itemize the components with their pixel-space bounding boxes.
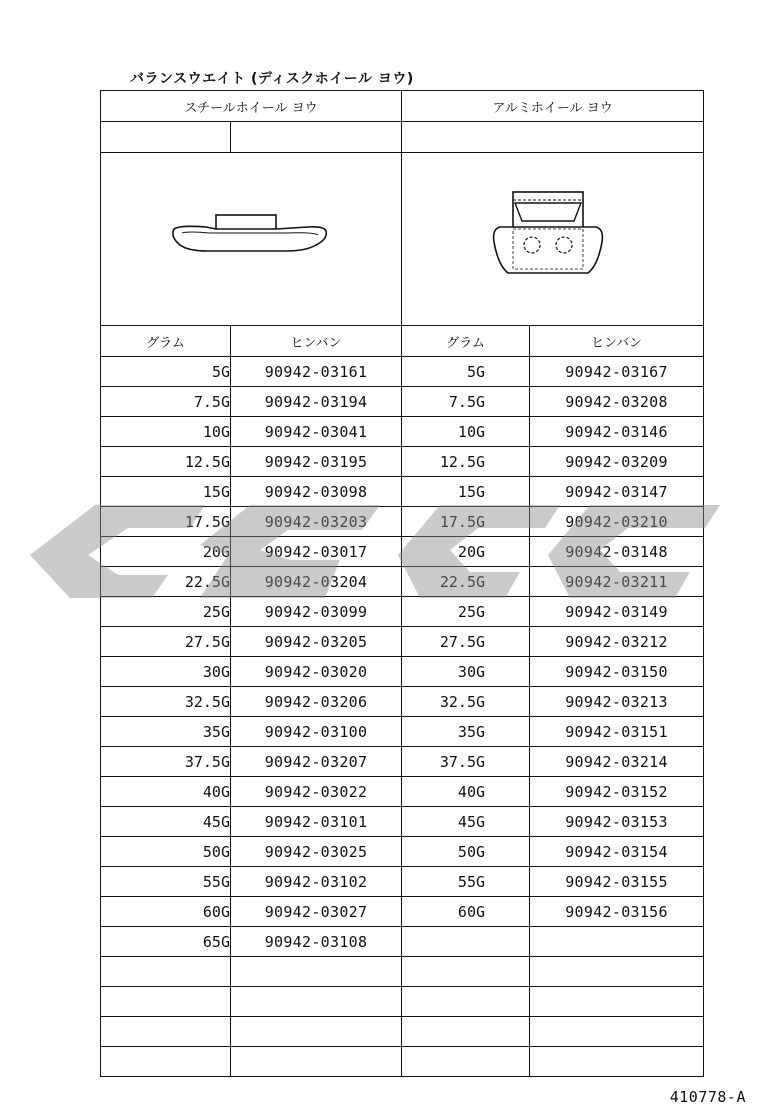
steel-part-number-cell: 90942-03204 bbox=[231, 567, 402, 597]
alu-part-number-cell: 90942-03150 bbox=[530, 657, 704, 687]
table-row bbox=[101, 657, 704, 687]
alu-weight-cell: 10G bbox=[402, 417, 530, 447]
alu-part-number-cell: 90942-03149 bbox=[530, 597, 704, 627]
empty-cell bbox=[530, 957, 704, 987]
alu-weight-cell: 20G bbox=[402, 537, 530, 567]
alu-weight-cell: 45G bbox=[402, 807, 530, 837]
alu-part-number-cell: 90942-03167 bbox=[530, 357, 704, 387]
alu-weight-cell: 60G bbox=[402, 897, 530, 927]
table-row bbox=[101, 777, 704, 807]
table-row bbox=[101, 417, 704, 447]
steel-part-number-cell: 90942-03025 bbox=[231, 837, 402, 867]
empty-cell bbox=[530, 1047, 704, 1077]
steel-weight-cell: 7.5G bbox=[101, 387, 231, 417]
alu-weight-cell: 30G bbox=[402, 657, 530, 687]
alu-part-number-cell: 90942-03214 bbox=[530, 747, 704, 777]
balance-weight-table bbox=[100, 90, 704, 1077]
empty-cell bbox=[231, 1017, 402, 1047]
blank-cell bbox=[402, 122, 704, 153]
alu-weight-cell: 17.5G bbox=[402, 507, 530, 537]
table-row bbox=[101, 507, 704, 537]
steel-wheel-header: スチールホイール ヨウ bbox=[101, 91, 402, 122]
alu-part-column-header: ヒンバン bbox=[530, 326, 704, 357]
empty-cell bbox=[530, 1017, 704, 1047]
steel-part-number-cell: 90942-03207 bbox=[231, 747, 402, 777]
alu-weight-cell bbox=[402, 927, 530, 957]
steel-part-number-cell: 90942-03194 bbox=[231, 387, 402, 417]
steel-part-number-cell: 90942-03203 bbox=[231, 507, 402, 537]
steel-weight-cell: 30G bbox=[101, 657, 231, 687]
table-row bbox=[101, 387, 704, 417]
steel-weight-cell: 40G bbox=[101, 777, 231, 807]
alu-part-number-cell: 90942-03152 bbox=[530, 777, 704, 807]
steel-part-number-cell: 90942-03017 bbox=[231, 537, 402, 567]
blank-cell bbox=[101, 122, 231, 153]
alu-weight-cell: 7.5G bbox=[402, 387, 530, 417]
empty-row bbox=[101, 987, 704, 1017]
alu-weight-cell: 27.5G bbox=[402, 627, 530, 657]
steel-weight-cell: 15G bbox=[101, 477, 231, 507]
alu-part-number-cell: 90942-03210 bbox=[530, 507, 704, 537]
steel-weight-cell: 37.5G bbox=[101, 747, 231, 777]
table-row bbox=[101, 897, 704, 927]
steel-part-number-cell: 90942-03099 bbox=[231, 597, 402, 627]
alu-part-number-cell: 90942-03146 bbox=[530, 417, 704, 447]
alu-weight-illustration bbox=[488, 187, 618, 287]
alu-part-number-cell: 90942-03211 bbox=[530, 567, 704, 597]
alu-weight-cell: 32.5G bbox=[402, 687, 530, 717]
steel-part-number-cell: 90942-03195 bbox=[231, 447, 402, 477]
alu-weight-cell: 35G bbox=[402, 717, 530, 747]
table-row bbox=[101, 927, 704, 957]
steel-part-number-cell: 90942-03098 bbox=[231, 477, 402, 507]
steel-part-number-cell: 90942-03022 bbox=[231, 777, 402, 807]
alu-part-number-cell: 90942-03148 bbox=[530, 537, 704, 567]
steel-gram-column-header: グラム bbox=[101, 326, 231, 357]
steel-part-number-cell: 90942-03101 bbox=[231, 807, 402, 837]
alu-weight-cell: 22.5G bbox=[402, 567, 530, 597]
steel-weight-cell: 20G bbox=[101, 537, 231, 567]
page-title: バランスウエイト (ディスクホイール ヨウ) bbox=[130, 71, 414, 87]
alu-weight-cell: 50G bbox=[402, 837, 530, 867]
empty-cell bbox=[231, 957, 402, 987]
table-row bbox=[101, 357, 704, 387]
alu-part-number-cell: 90942-03154 bbox=[530, 837, 704, 867]
empty-cell bbox=[231, 1047, 402, 1077]
empty-row bbox=[101, 957, 704, 987]
empty-cell bbox=[402, 957, 530, 987]
table-row bbox=[101, 867, 704, 897]
table-row bbox=[101, 567, 704, 597]
alu-weight-cell: 37.5G bbox=[402, 747, 530, 777]
alu-part-number-cell: 90942-03153 bbox=[530, 807, 704, 837]
empty-row bbox=[101, 1017, 704, 1047]
empty-cell bbox=[101, 957, 231, 987]
steel-weight-cell: 10G bbox=[101, 417, 231, 447]
table-row bbox=[101, 807, 704, 837]
table-row bbox=[101, 477, 704, 507]
steel-weight-cell: 45G bbox=[101, 807, 231, 837]
steel-weight-cell: 65G bbox=[101, 927, 231, 957]
table-row bbox=[101, 717, 704, 747]
steel-weight-cell: 12.5G bbox=[101, 447, 231, 477]
steel-weight-illustration bbox=[166, 207, 336, 267]
empty-cell bbox=[101, 1017, 231, 1047]
alu-part-number-cell: 90942-03213 bbox=[530, 687, 704, 717]
steel-weight-cell: 50G bbox=[101, 837, 231, 867]
steel-part-number-cell: 90942-03108 bbox=[231, 927, 402, 957]
table-row bbox=[101, 837, 704, 867]
alu-part-number-cell: 90942-03208 bbox=[530, 387, 704, 417]
steel-weight-cell: 5G bbox=[101, 357, 231, 387]
steel-weight-illustration-cell bbox=[101, 153, 402, 326]
alu-wheel-header: アルミホイール ヨウ bbox=[402, 91, 704, 122]
empty-cell bbox=[402, 1047, 530, 1077]
table-row bbox=[101, 597, 704, 627]
steel-part-number-cell: 90942-03205 bbox=[231, 627, 402, 657]
steel-part-column-header: ヒンバン bbox=[231, 326, 402, 357]
steel-weight-cell: 55G bbox=[101, 867, 231, 897]
steel-weight-cell: 35G bbox=[101, 717, 231, 747]
steel-part-number-cell: 90942-03161 bbox=[231, 357, 402, 387]
empty-cell bbox=[231, 987, 402, 1017]
alu-part-number-cell: 90942-03209 bbox=[530, 447, 704, 477]
table-row bbox=[101, 687, 704, 717]
alu-weight-cell: 5G bbox=[402, 357, 530, 387]
alu-part-number-cell: 90942-03155 bbox=[530, 867, 704, 897]
alu-weight-cell: 55G bbox=[402, 867, 530, 897]
alu-weight-cell: 40G bbox=[402, 777, 530, 807]
steel-part-number-cell: 90942-03100 bbox=[231, 717, 402, 747]
alu-gram-column-header: グラム bbox=[402, 326, 530, 357]
empty-cell bbox=[101, 987, 231, 1017]
table-row bbox=[101, 447, 704, 477]
alu-weight-cell: 15G bbox=[402, 477, 530, 507]
alu-part-number-cell: 90942-03147 bbox=[530, 477, 704, 507]
steel-part-number-cell: 90942-03027 bbox=[231, 897, 402, 927]
empty-row bbox=[101, 1047, 704, 1077]
alu-weight-cell: 25G bbox=[402, 597, 530, 627]
steel-part-number-cell: 90942-03206 bbox=[231, 687, 402, 717]
table-row bbox=[101, 627, 704, 657]
table-row bbox=[101, 747, 704, 777]
figure-code: 410778-A bbox=[669, 1088, 746, 1106]
steel-weight-cell: 27.5G bbox=[101, 627, 231, 657]
steel-part-number-cell: 90942-03102 bbox=[231, 867, 402, 897]
alu-part-number-cell: 90942-03151 bbox=[530, 717, 704, 747]
empty-cell bbox=[530, 987, 704, 1017]
empty-cell bbox=[402, 987, 530, 1017]
blank-cell bbox=[231, 122, 402, 153]
empty-cell bbox=[101, 1047, 231, 1077]
steel-part-number-cell: 90942-03020 bbox=[231, 657, 402, 687]
alu-weight-cell: 12.5G bbox=[402, 447, 530, 477]
alu-part-number-cell bbox=[530, 927, 704, 957]
alu-part-number-cell: 90942-03212 bbox=[530, 627, 704, 657]
alu-part-number-cell: 90942-03156 bbox=[530, 897, 704, 927]
alu-weight-illustration-cell bbox=[402, 153, 704, 326]
steel-part-number-cell: 90942-03041 bbox=[231, 417, 402, 447]
steel-weight-cell: 60G bbox=[101, 897, 231, 927]
empty-cell bbox=[402, 1017, 530, 1047]
steel-weight-cell: 17.5G bbox=[101, 507, 231, 537]
steel-weight-cell: 32.5G bbox=[101, 687, 231, 717]
table-row bbox=[101, 537, 704, 567]
steel-weight-cell: 22.5G bbox=[101, 567, 231, 597]
steel-weight-cell: 25G bbox=[101, 597, 231, 627]
